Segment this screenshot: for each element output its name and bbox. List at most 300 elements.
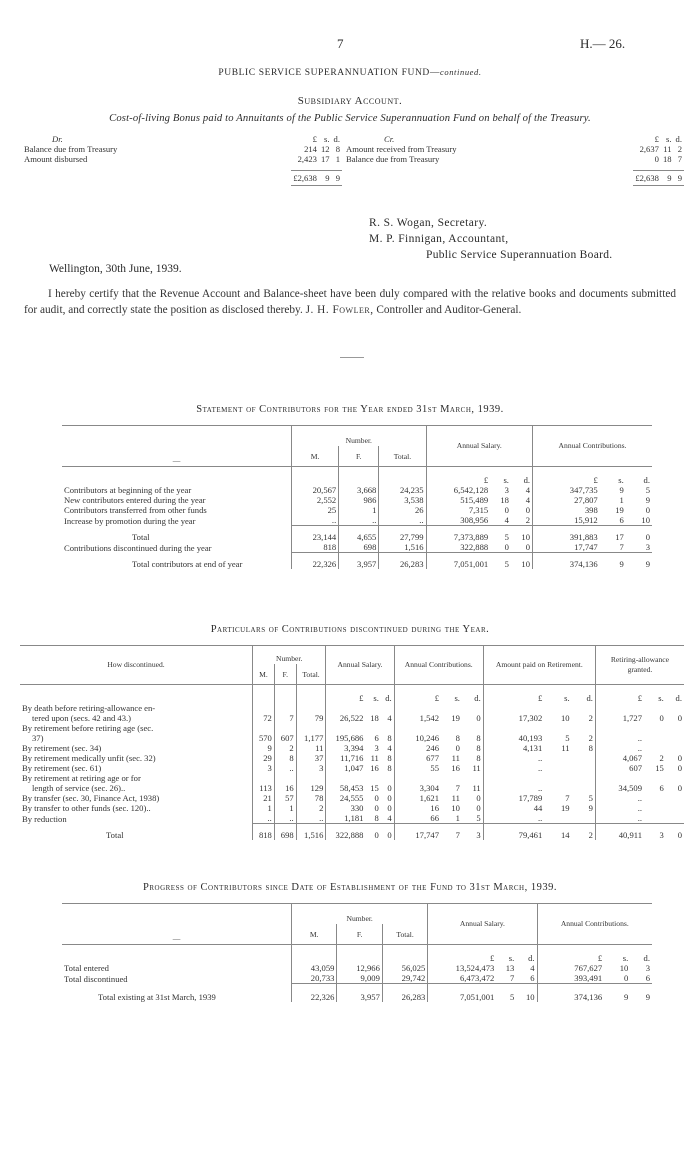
pounds-header: £ xyxy=(326,685,366,704)
salary-pence: 10 xyxy=(516,984,537,1003)
blank-cell xyxy=(62,467,292,486)
allowance-pence: 0 xyxy=(677,763,682,773)
pence-header: d. xyxy=(586,693,593,703)
female-value: 3,957 xyxy=(337,984,382,1003)
salary-shillings: 11 xyxy=(370,753,379,763)
paid-pence xyxy=(572,723,596,733)
contrib-pounds: 374,136 xyxy=(533,553,600,570)
allowance-shillings xyxy=(644,703,666,713)
total-label xyxy=(22,171,291,186)
salary-shillings: 0 xyxy=(504,505,509,515)
table-row xyxy=(20,733,684,743)
contrib-pounds: 767,627 xyxy=(537,963,604,973)
contrib-pence: 5 xyxy=(476,813,481,823)
row-label: Contributions discontinued during the year xyxy=(64,542,212,553)
allowance-pounds: 607 xyxy=(595,763,644,773)
allowance-pounds: .. xyxy=(595,743,644,753)
male-value: 72 xyxy=(253,713,275,723)
female-value xyxy=(274,703,296,713)
row-label: By death before retiring-allowance en- xyxy=(22,703,156,713)
contributions-header: Annual Contributions. xyxy=(533,426,652,467)
shillings-header: s. xyxy=(618,475,624,485)
row-label: Total existing at 31st March, 1939 xyxy=(98,992,216,1002)
contrib-shillings: 11 xyxy=(451,753,460,763)
paid-pence: 9 xyxy=(588,803,593,813)
paid-shillings: 7 xyxy=(565,793,570,803)
table-row xyxy=(62,515,652,526)
particulars-title: Particulars of Contributions discontinued during the Year. xyxy=(210,624,490,635)
row-label: By retirement (sec. 61) xyxy=(22,763,102,773)
total-pounds: £2,638 xyxy=(633,171,661,186)
contrib-pence xyxy=(462,703,483,713)
female-value xyxy=(274,723,296,733)
contrib-shillings: 9 xyxy=(619,485,624,495)
salary-pence: 0 xyxy=(387,793,392,803)
allowance-pence xyxy=(666,733,684,743)
female-value: 2 xyxy=(274,743,296,753)
allowance-pounds xyxy=(595,703,644,713)
salary-shillings xyxy=(365,723,380,733)
pounds-header: £ xyxy=(312,134,317,144)
shillings-header: s. xyxy=(373,693,379,703)
salary-pounds: 1,181 xyxy=(326,813,366,824)
row-label: tered upon (secs. 42 and 43.) xyxy=(32,713,132,723)
contrib-pounds: 398 xyxy=(533,505,600,515)
salary-pounds xyxy=(326,703,366,713)
salary-pence: 0 xyxy=(387,783,392,793)
paid-pence: 2 xyxy=(588,713,593,723)
allowance-pence: 0 xyxy=(677,783,682,793)
subsidiary-subheading: Cost-of-living Bonus paid to Annuitants of the Public Service Superannuation Fund on behalf of the Treasury. xyxy=(109,113,591,124)
salary-pounds: 24,555 xyxy=(326,793,366,803)
contrib-pounds: 17,747 xyxy=(394,824,441,841)
table-row xyxy=(20,773,684,783)
account-row xyxy=(22,144,342,154)
certificate-text: I hereby certify that the Revenue Account and Balance-sheet have been duly compared with the relative books and documents submitted for audit, and correctly state the position as disclosed thereby. xyxy=(24,288,676,316)
table-row xyxy=(20,803,684,813)
paid-pence: 2 xyxy=(572,824,596,841)
allowance-pounds: 4,067 xyxy=(595,753,644,763)
allowance-pounds: 40,911 xyxy=(595,824,644,841)
salary-shillings xyxy=(365,703,380,713)
female-value: 4,655 xyxy=(339,526,379,543)
pence-value: 2 xyxy=(677,144,682,154)
allowance-pence xyxy=(666,723,684,733)
blank-cell xyxy=(337,945,382,964)
allowance-shillings xyxy=(644,803,666,813)
salary-pence: 4 xyxy=(530,963,535,973)
female-value: 698 xyxy=(339,542,379,553)
contrib-pence: 9 xyxy=(630,984,652,1003)
how-header: How discontinued. xyxy=(20,646,253,685)
contrib-pence: 0 xyxy=(476,713,481,723)
salary-shillings: 8 xyxy=(374,813,379,823)
male-header: M. xyxy=(292,446,339,467)
allowance-pence xyxy=(666,743,684,753)
total-row xyxy=(62,526,652,543)
salary-pounds: 308,956 xyxy=(426,515,490,526)
salary-pounds: 3,394 xyxy=(326,743,366,753)
male-value: 818 xyxy=(292,542,339,553)
row-label: By transfer to other funds (sec. 120).. xyxy=(22,803,151,813)
document-reference: H.— 26. xyxy=(580,36,626,51)
paid-pounds: .. xyxy=(483,753,544,763)
allowance-shillings: 6 xyxy=(659,783,664,793)
salary-pounds: 515,489 xyxy=(426,495,490,505)
salary-pence: 4 xyxy=(387,743,392,753)
pounds-header: £ xyxy=(654,134,659,144)
paid-pence xyxy=(572,813,596,824)
salary-pounds: 7,315 xyxy=(426,505,490,515)
statement-table xyxy=(62,425,652,569)
allowance-pounds: 34,509 xyxy=(595,783,644,793)
currency-header-row xyxy=(20,685,684,704)
paid-shillings xyxy=(544,703,571,713)
female-value: 1 xyxy=(339,505,379,515)
statement-table-wrap xyxy=(62,425,652,569)
contrib-shillings: 17 xyxy=(600,526,626,543)
pence-value: 8 xyxy=(335,144,340,154)
shillings-value: 11 xyxy=(663,144,672,154)
salary-shillings xyxy=(365,773,380,783)
row-label: By reduction xyxy=(22,813,67,824)
male-value xyxy=(253,723,275,733)
male-value: 20,567 xyxy=(292,485,339,495)
salary-pence: 8 xyxy=(387,763,392,773)
contrib-pounds: 677 xyxy=(394,753,441,763)
salary-pounds: 6,542,128 xyxy=(426,485,490,495)
paid-header: Amount paid on Retirement. xyxy=(483,646,595,685)
contrib-pounds: 15,912 xyxy=(533,515,600,526)
paid-shillings: 19 xyxy=(561,803,570,813)
contrib-shillings: 9 xyxy=(604,984,630,1003)
contrib-pence: 3 xyxy=(645,542,650,552)
total-value: 79 xyxy=(296,713,326,723)
total-value: 27,799 xyxy=(379,526,426,543)
salary-shillings: 5 xyxy=(490,526,511,543)
contrib-pence: 11 xyxy=(472,763,481,773)
contrib-pence xyxy=(462,773,483,783)
signature-accountant: M. P. Finnigan, Accountant, xyxy=(369,233,509,245)
contrib-shillings: 19 xyxy=(615,505,624,515)
shillings-header: s. xyxy=(658,693,664,703)
contrib-shillings: 1 xyxy=(455,813,460,823)
row-label: By transfer (sec. 30, Finance Act, 1938) xyxy=(22,793,160,803)
salary-pence xyxy=(381,703,394,713)
table-row xyxy=(20,753,684,763)
table-row xyxy=(20,763,684,773)
contrib-pounds: 27,807 xyxy=(533,495,600,505)
allowance-pence: 0 xyxy=(666,824,684,841)
paid-pounds: .. xyxy=(483,813,544,824)
total-value: 24,235 xyxy=(379,485,426,495)
total-value: 2 xyxy=(296,803,326,813)
contrib-pounds: 16 xyxy=(394,803,441,813)
contrib-shillings: 1 xyxy=(619,495,624,505)
paid-shillings: 10 xyxy=(561,713,570,723)
paid-pence: 2 xyxy=(588,733,593,743)
certificate-signer-title: Controller and Auditor-General. xyxy=(376,304,522,316)
allowance-pence xyxy=(666,813,684,824)
section-divider xyxy=(340,357,364,358)
female-header: F. xyxy=(274,664,296,685)
total-value: 3,538 xyxy=(379,495,426,505)
salary-shillings: 5 xyxy=(490,553,511,570)
male-value: .. xyxy=(292,515,339,526)
header-row xyxy=(20,646,684,665)
pence-value: 1 xyxy=(335,154,340,164)
paid-pence: 8 xyxy=(588,743,593,753)
subsidiary-credit-side xyxy=(344,134,684,186)
pence-header: d. xyxy=(474,693,481,703)
allowance-pence xyxy=(666,803,684,813)
female-value: 12,966 xyxy=(337,963,382,973)
number-header: Number. xyxy=(253,646,326,665)
blank-cell xyxy=(382,945,427,964)
contrib-shillings xyxy=(441,773,462,783)
paid-pounds: 4,131 xyxy=(483,743,544,753)
paid-shillings xyxy=(544,773,571,783)
pounds-header: £ xyxy=(533,467,600,486)
female-value: 8 xyxy=(274,753,296,763)
allowance-header: Retiring-allowance granted. xyxy=(595,646,684,685)
signature-board: Public Service Superannuation Board. xyxy=(426,249,613,261)
paid-pounds: .. xyxy=(483,763,544,773)
total-shillings: 9 xyxy=(661,171,674,186)
pence-header: d. xyxy=(675,134,682,144)
male-value: 2,552 xyxy=(292,495,339,505)
salary-pence: 8 xyxy=(387,733,392,743)
salary-pounds: 11,716 xyxy=(326,753,366,763)
salary-pence: 4 xyxy=(525,495,531,505)
contrib-pence: 3 xyxy=(462,824,483,841)
paid-pounds xyxy=(483,723,544,733)
contrib-shillings xyxy=(441,723,462,733)
row-label: New contributors entered during the year xyxy=(64,495,206,505)
female-value: 16 xyxy=(274,783,296,793)
header-row xyxy=(62,904,652,925)
male-value: 29 xyxy=(253,753,275,763)
row-label: Contributors transferred from other funds xyxy=(64,505,207,515)
pounds-header: £ xyxy=(428,945,497,964)
male-value: 25 xyxy=(292,505,339,515)
male-value: 21 xyxy=(253,793,275,803)
female-value xyxy=(274,773,296,783)
running-title xyxy=(0,67,700,78)
pounds-header: £ xyxy=(595,685,644,704)
salary-header: Annual Salary. xyxy=(426,426,532,467)
blank-cell xyxy=(339,467,379,486)
allowance-shillings: 15 xyxy=(655,763,664,773)
total-value: 26 xyxy=(379,505,426,515)
male-value xyxy=(253,773,275,783)
row-label: By retirement before retiring age (sec. xyxy=(22,723,154,733)
total-value: 78 xyxy=(296,793,326,803)
table-row xyxy=(20,783,684,793)
total-pence: 9 xyxy=(674,171,684,186)
allowance-pounds: .. xyxy=(595,813,644,824)
row-label: Total xyxy=(132,532,150,542)
salary-shillings: 0 xyxy=(504,542,509,552)
allowance-shillings: 0 xyxy=(659,713,664,723)
statement-title: Statement of Contributors for the Year ended 31st March, 1939. xyxy=(196,404,504,415)
salary-pounds: 13,524,473 xyxy=(428,963,497,973)
paid-shillings: 11 xyxy=(561,743,570,753)
salary-pence xyxy=(381,773,394,783)
male-header: M. xyxy=(292,924,337,945)
salary-pounds: 7,051,001 xyxy=(426,553,490,570)
male-value: 1 xyxy=(253,803,275,813)
contrib-pounds: 66 xyxy=(394,813,441,824)
salary-pounds: 330 xyxy=(326,803,366,813)
total-value xyxy=(296,773,326,783)
row-label: By retirement at retiring age or for xyxy=(22,773,141,783)
contrib-pounds xyxy=(394,773,441,783)
pence-header: d. xyxy=(385,693,392,703)
total-header: Total. xyxy=(379,446,426,467)
row-label: Total xyxy=(106,830,124,840)
male-value: 20,733 xyxy=(292,973,337,984)
paid-shillings xyxy=(544,813,571,824)
blank-cell xyxy=(253,685,275,704)
female-value: 698 xyxy=(274,824,296,841)
salary-pounds: 7,051,001 xyxy=(428,984,497,1003)
blank-cell xyxy=(292,945,337,964)
table-row xyxy=(62,963,652,973)
contrib-pence: 10 xyxy=(641,515,650,525)
salary-shillings: 3 xyxy=(504,485,509,495)
contrib-pounds: 393,491 xyxy=(537,973,604,984)
allowance-pence xyxy=(666,703,684,713)
allowance-pounds: 1,727 xyxy=(595,713,644,723)
page-number: 7 xyxy=(337,36,344,51)
paid-shillings: 5 xyxy=(565,733,570,743)
salary-header: Annual Salary. xyxy=(326,646,394,685)
subsidiary-heading: Subsidiary Account. xyxy=(297,95,403,107)
end-total-row xyxy=(62,553,652,570)
male-value: 3 xyxy=(253,763,275,773)
currency-header-row xyxy=(62,467,652,486)
contributions-header: Annual Contributions. xyxy=(537,904,652,945)
salary-pounds: 7,373,889 xyxy=(426,526,490,543)
salary-pounds xyxy=(326,723,366,733)
contrib-shillings xyxy=(441,703,462,713)
blank-cell xyxy=(292,467,339,486)
paid-pounds xyxy=(483,773,544,783)
salary-pounds: 6,473,472 xyxy=(428,973,497,984)
salary-shillings: 16 xyxy=(370,763,379,773)
row-label: 37) xyxy=(32,733,44,743)
contrib-pence: 8 xyxy=(476,743,481,753)
row-label: Total contributors at end of year xyxy=(132,559,243,569)
contrib-pence: 0 xyxy=(476,803,481,813)
paid-pounds: 79,461 xyxy=(483,824,544,841)
female-value: 986 xyxy=(339,495,379,505)
shillings-value: 18 xyxy=(662,154,672,164)
credit-heading: Cr. xyxy=(384,134,395,144)
progress-title: Progress of Contributors since Date of Establishment of the Fund to 31st March, 1939. xyxy=(143,882,557,893)
blank-cell xyxy=(379,467,426,486)
contrib-pounds xyxy=(394,723,441,733)
male-value: 43,059 xyxy=(292,963,337,973)
salary-shillings: 3 xyxy=(374,743,379,753)
allowance-pounds xyxy=(595,773,644,783)
female-value: 7 xyxy=(274,713,296,723)
salary-pence: 10 xyxy=(511,553,533,570)
salary-pence: 0 xyxy=(525,542,531,552)
female-value: 1 xyxy=(274,803,296,813)
pence-header: d. xyxy=(523,475,531,485)
total-pounds: £2,638 xyxy=(291,171,319,186)
female-value: .. xyxy=(274,813,296,824)
blank-cell xyxy=(274,685,296,704)
total-row xyxy=(62,984,652,1003)
pence-header: d. xyxy=(675,693,682,703)
account-row xyxy=(344,144,684,154)
table-row xyxy=(20,723,684,733)
salary-pence: 2 xyxy=(525,515,531,525)
contrib-shillings: 10 xyxy=(619,963,629,973)
table-row xyxy=(62,505,652,515)
contrib-shillings: 6 xyxy=(619,515,624,525)
pounds-header: £ xyxy=(537,945,604,964)
total-value: .. xyxy=(379,515,426,526)
pence-header: d. xyxy=(643,953,650,963)
salary-pounds: 1,047 xyxy=(326,763,366,773)
pence-header: d. xyxy=(643,475,650,485)
male-value xyxy=(253,703,275,713)
paid-pounds: 44 xyxy=(483,803,544,813)
contrib-pence: 6 xyxy=(645,973,650,983)
particulars-table xyxy=(20,645,684,840)
account-row xyxy=(22,154,342,164)
paid-pounds: 40,193 xyxy=(483,733,544,743)
contrib-shillings: 7 xyxy=(455,783,460,793)
paid-pence: 5 xyxy=(588,793,593,803)
number-header: Number. xyxy=(292,904,428,925)
table-row xyxy=(62,485,652,495)
account-label: Amount disbursed xyxy=(24,154,88,164)
male-value: 570 xyxy=(253,733,275,743)
allowance-pence: 0 xyxy=(677,713,682,723)
shillings-header: s. xyxy=(564,693,570,703)
female-value: .. xyxy=(274,763,296,773)
contrib-shillings: 8 xyxy=(455,733,460,743)
running-title-main: PUBLIC SERVICE SUPERANNUATION FUND— xyxy=(218,68,440,78)
female-value: 3,668 xyxy=(339,485,379,495)
salary-pence: 10 xyxy=(511,526,533,543)
contrib-pounds: 1,621 xyxy=(394,793,441,803)
total-pence: 9 xyxy=(332,171,342,186)
account-total-row xyxy=(344,171,684,186)
pence-header: d. xyxy=(528,953,535,963)
discontinued-row xyxy=(62,542,652,553)
contrib-pounds: 246 xyxy=(394,743,441,753)
row-label: Total discontinued xyxy=(64,973,128,984)
salary-pounds: 322,888 xyxy=(426,542,490,553)
salary-pounds xyxy=(326,773,366,783)
table-row xyxy=(20,813,684,824)
account-label: Amount received from Treasury xyxy=(346,144,457,154)
contrib-pounds: 374,136 xyxy=(537,984,604,1003)
allowance-pounds: .. xyxy=(595,793,644,803)
allowance-shillings xyxy=(644,773,666,783)
account-row xyxy=(344,154,684,164)
contrib-shillings: 16 xyxy=(451,763,460,773)
subsidiary-debit-side xyxy=(22,134,342,186)
total-value: 56,025 xyxy=(382,963,427,973)
salary-shillings: 4 xyxy=(504,515,509,525)
